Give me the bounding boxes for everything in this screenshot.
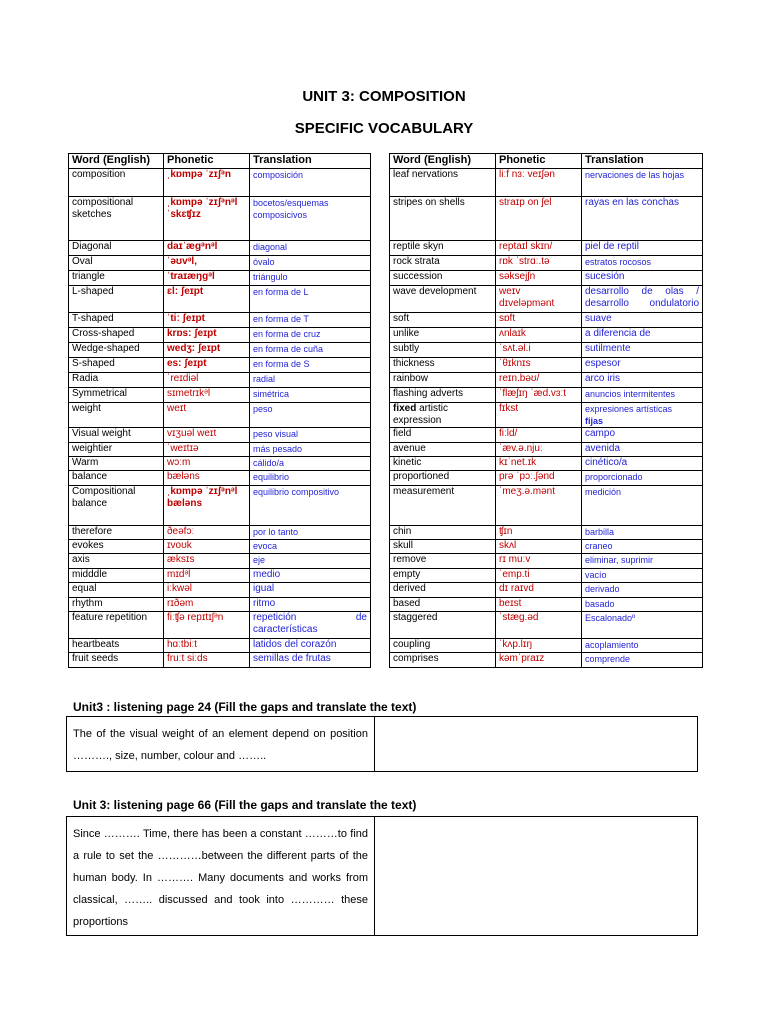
- word-cell: subtly: [390, 343, 496, 358]
- word-cell: Warm: [69, 457, 164, 471]
- table-row: [390, 256, 703, 271]
- table-row: [69, 428, 371, 443]
- phonetic-cell: reptaɪl skɪn/: [496, 241, 582, 256]
- word-cell: stripes on shells: [390, 197, 496, 241]
- table-row: [69, 403, 371, 428]
- word-cell: equal: [69, 583, 164, 598]
- word-cell: reptile skyn: [390, 241, 496, 256]
- phonetic-cell: ˈtraɪæŋɡᵊl: [164, 271, 250, 286]
- phonetic-cell: fɪkst: [496, 403, 582, 428]
- translation-cell: en forma de S: [250, 358, 371, 373]
- translation-cell: cálido/a: [250, 457, 371, 471]
- word-cell: avenue: [390, 443, 496, 457]
- phonetic-cell: ˈstæɡ.əd: [496, 612, 582, 639]
- translation-cell: bocetos/esquemas composicivos: [250, 197, 371, 241]
- table-row: [390, 457, 703, 471]
- table-row: [390, 569, 703, 583]
- phonetic-cell: fiːʧə repɪtɪʃᵊn: [164, 612, 250, 639]
- word-cell: unlike: [390, 328, 496, 343]
- phonetic-cell: ˈθɪknɪs: [496, 358, 582, 373]
- table-row: [390, 443, 703, 457]
- phonetic-cell: ˈkʌp.lɪŋ: [496, 639, 582, 653]
- phonetic-cell: beɪst: [496, 598, 582, 612]
- gap-text-24: The of the visual weight of an element depend on position ………., size, number, colour and ……..: [67, 717, 375, 771]
- translation-cell: en forma de cuña: [250, 343, 371, 358]
- phonetic-cell: ˈəʊvᵊl,: [164, 256, 250, 271]
- phonetic-cell: bæləns: [164, 471, 250, 486]
- word-bold-part: fixed: [393, 403, 417, 414]
- phonetic-cell: wedʒ: ʃeɪpt: [164, 343, 250, 358]
- phonetic-cell: mɪdᵊl: [164, 569, 250, 583]
- header-translation: Translation: [582, 154, 703, 169]
- table-row: [69, 358, 371, 373]
- phonetic-cell: rɪ muːv: [496, 554, 582, 569]
- translation-cell: en forma de cruz: [250, 328, 371, 343]
- phonetic-cell: ɪvoʊk: [164, 540, 250, 554]
- word-cell: Wedge-shaped: [69, 343, 164, 358]
- word-cell: rock strata: [390, 256, 496, 271]
- word-cell: therefore: [69, 526, 164, 540]
- phonetic-cell: ˌkɒmpə ˈzɪʃᵊnᵊl bæləns: [164, 486, 250, 526]
- translation-cell: peso visual: [250, 428, 371, 443]
- phonetic-cell: fruːt siːds: [164, 653, 250, 668]
- phonetic-cell: skʌl: [496, 540, 582, 554]
- word-cell: rainbow: [390, 373, 496, 388]
- translation-cell: espesor: [582, 358, 703, 373]
- table-row: [69, 241, 371, 256]
- table-row: [390, 388, 703, 403]
- translation-cell: equilibrio: [250, 471, 371, 486]
- phonetic-cell: ˈæv.ə.njuː: [496, 443, 582, 457]
- translation-cell: avenida: [582, 443, 703, 457]
- word-cell: balance: [69, 471, 164, 486]
- table-row: [390, 639, 703, 653]
- translation-cell: piel de reptil: [582, 241, 703, 256]
- phonetic-cell: ˈemp.ti: [496, 569, 582, 583]
- table-row: [69, 554, 371, 569]
- translation-cell: en forma de T: [250, 313, 371, 328]
- table-row: [69, 313, 371, 328]
- phonetic-cell: ˌkɒmpə ˈzɪʃᵊn: [164, 169, 250, 197]
- table-row: [390, 526, 703, 540]
- table-row: [69, 583, 371, 598]
- word-cell: Diagonal: [69, 241, 164, 256]
- translation-cell: rayas en las conchas: [582, 197, 703, 241]
- phonetic-cell: fiːld/: [496, 428, 582, 443]
- table-row: [69, 373, 371, 388]
- table-header-row: [69, 154, 371, 169]
- table-row: [390, 328, 703, 343]
- header-word: Word (English): [390, 154, 496, 169]
- word-cell: remove: [390, 554, 496, 569]
- translation-cell: Escalonadoº: [582, 612, 703, 639]
- word-cell: soft: [390, 313, 496, 328]
- word-cell: T-shaped: [69, 313, 164, 328]
- translation-cell: peso: [250, 403, 371, 428]
- translation-cell: estratos rocosos: [582, 256, 703, 271]
- word-cell: thickness: [390, 358, 496, 373]
- word-cell: weight: [69, 403, 164, 428]
- table-row: [69, 569, 371, 583]
- translation-cell: composición: [250, 169, 371, 197]
- table-row: [390, 241, 703, 256]
- phonetic-cell: prə ˈpɔː.ʃənd: [496, 471, 582, 486]
- word-cell: heartbeats: [69, 639, 164, 653]
- phonetic-cell: weɪt: [164, 403, 250, 428]
- translation-cell: por lo tanto: [250, 526, 371, 540]
- translation-cell: en forma de L: [250, 286, 371, 313]
- translation-cell: [582, 403, 703, 428]
- word-cell: S-shaped: [69, 358, 164, 373]
- translation-cell: desarrollo de olas / desarrollo ondulatorio: [582, 286, 703, 313]
- translation-cell: a diferencia de: [582, 328, 703, 343]
- word-rest-part: artistic expression: [393, 403, 449, 426]
- phonetic-cell: weɪv dɪveləpmənt: [496, 286, 582, 313]
- table-row: [390, 286, 703, 313]
- table-row: [390, 428, 703, 443]
- table-row: [69, 612, 371, 639]
- translation-cell: medio: [250, 569, 371, 583]
- table-row: [390, 313, 703, 328]
- translation-cell: más pesado: [250, 443, 371, 457]
- word-cell: Visual weight: [69, 428, 164, 443]
- section-title-listening-24: Unit3 : listening page 24 (Fill the gaps and translate the text): [73, 700, 417, 714]
- phonetic-cell: kəmˈpraɪz: [496, 653, 582, 668]
- table-row: [390, 271, 703, 286]
- table-row: [69, 443, 371, 457]
- table-row: [390, 169, 703, 197]
- table-row: [69, 343, 371, 358]
- word-cell: coupling: [390, 639, 496, 653]
- phonetic-cell: ˈmeʒ.ə.mənt: [496, 486, 582, 526]
- word-cell: L-shaped: [69, 286, 164, 313]
- table-row: [390, 197, 703, 241]
- word-cell: empty: [390, 569, 496, 583]
- word-cell: based: [390, 598, 496, 612]
- phonetic-cell: ˈflæʃɪŋ ˈæd.vɜːt: [496, 388, 582, 403]
- word-cell: fruit seeds: [69, 653, 164, 668]
- table-row: [69, 526, 371, 540]
- table-row: [69, 486, 371, 526]
- table-row: [390, 612, 703, 639]
- table-row: [69, 598, 371, 612]
- word-cell: Compositional balance: [69, 486, 164, 526]
- phonetic-cell: rɒk ˈstrɑː.tə: [496, 256, 582, 271]
- phonetic-cell: səksejʃn: [496, 271, 582, 286]
- table-row: [390, 358, 703, 373]
- table-row: [390, 403, 703, 428]
- phonetic-cell: ʌnlaɪk: [496, 328, 582, 343]
- phonetic-cell: ʧɪn: [496, 526, 582, 540]
- word-cell: flashing adverts: [390, 388, 496, 403]
- translation-area-24[interactable]: [375, 717, 697, 771]
- translation-cell: nervaciones de las hojas: [582, 169, 703, 197]
- phonetic-cell: ˈsʌt.əl.i: [496, 343, 582, 358]
- word-cell: weightier: [69, 443, 164, 457]
- translation-cell: comprende: [582, 653, 703, 668]
- table-row: [69, 471, 371, 486]
- translation-cell: barbilla: [582, 526, 703, 540]
- translation-cell: basado: [582, 598, 703, 612]
- fill-gaps-box-66: [66, 816, 698, 936]
- translation-cell: sucesión: [582, 271, 703, 286]
- phonetic-cell: daɪˈæɡᵊnᵊl: [164, 241, 250, 256]
- word-cell: leaf nervations: [390, 169, 496, 197]
- table-row: [390, 653, 703, 668]
- translation-cell: simétrica: [250, 388, 371, 403]
- phonetic-cell: ˌkɒmpə ˈzɪʃᵊnᵊl ˈskɛʧɪz: [164, 197, 250, 241]
- table-row: [69, 256, 371, 271]
- word-cell: compositional sketches: [69, 197, 164, 241]
- fill-gaps-box-24: [66, 716, 698, 772]
- table-row: [69, 639, 371, 653]
- phonetic-cell: ɛl: ʃeɪpt: [164, 286, 250, 313]
- header-translation: Translation: [250, 154, 371, 169]
- word-cell: derived: [390, 583, 496, 598]
- section-title-listening-66: Unit 3: listening page 66 (Fill the gaps and translate the text): [73, 798, 417, 812]
- translation-cell: ritmo: [250, 598, 371, 612]
- word-cell: proportioned: [390, 471, 496, 486]
- translation-cell: radial: [250, 373, 371, 388]
- translation-cell: evoca: [250, 540, 371, 554]
- phonetic-cell: æksɪs: [164, 554, 250, 569]
- table-header-row: [390, 154, 703, 169]
- word-cell: measurement: [390, 486, 496, 526]
- translation-cell: semillas de frutas: [250, 653, 371, 668]
- translation-cell: igual: [250, 583, 371, 598]
- translation-cell: acoplamiento: [582, 639, 703, 653]
- word-cell: comprises: [390, 653, 496, 668]
- header-word: Word (English): [69, 154, 164, 169]
- translation-cell: anuncios intermitentes: [582, 388, 703, 403]
- phonetic-cell: liːf nɜː veɪʃən: [496, 169, 582, 197]
- table-row: [69, 388, 371, 403]
- table-row: [390, 583, 703, 598]
- word-cell: axis: [69, 554, 164, 569]
- word-cell: staggered: [390, 612, 496, 639]
- translation-cell: proporcionado: [582, 471, 703, 486]
- translation-bold-part: fijas: [585, 416, 604, 426]
- translation-cell: campo: [582, 428, 703, 443]
- word-cell: midddle: [69, 569, 164, 583]
- phonetic-cell: hɑːtbiːt: [164, 639, 250, 653]
- translation-part: expresiones artísticas: [585, 404, 673, 414]
- vocabulary-table-left: [68, 153, 371, 668]
- translation-cell: eje: [250, 554, 371, 569]
- word-cell: evokes: [69, 540, 164, 554]
- phonetic-cell: vɪʒuəl weɪt: [164, 428, 250, 443]
- table-row: [69, 286, 371, 313]
- phonetic-cell: rɪðəm: [164, 598, 250, 612]
- word-cell: Cross-shaped: [69, 328, 164, 343]
- table-row: [390, 343, 703, 358]
- table-row: [390, 471, 703, 486]
- translation-cell: diagonal: [250, 241, 371, 256]
- page-title: UNIT 3: COMPOSITION: [302, 88, 466, 105]
- translation-cell: latidos del corazón: [250, 639, 371, 653]
- translation-area-66[interactable]: [375, 817, 697, 935]
- phonetic-cell: reɪn.bəʊ/: [496, 373, 582, 388]
- translation-cell: cinético/a: [582, 457, 703, 471]
- phonetic-cell: ˈtiː ʃeɪpt: [164, 313, 250, 328]
- table-row: [390, 554, 703, 569]
- table-row: [69, 197, 371, 241]
- header-phonetic: Phonetic: [164, 154, 250, 169]
- phonetic-cell: ˈweɪtɪə: [164, 443, 250, 457]
- translation-cell: repetición de características: [250, 612, 371, 639]
- table-row: [69, 328, 371, 343]
- translation-cell: suave: [582, 313, 703, 328]
- word-cell: [390, 403, 496, 428]
- translation-cell: sutilmente: [582, 343, 703, 358]
- word-cell: rhythm: [69, 598, 164, 612]
- table-row: [390, 373, 703, 388]
- table-row: [69, 540, 371, 554]
- word-cell: succession: [390, 271, 496, 286]
- table-row: [390, 540, 703, 554]
- phonetic-cell: ðeəfɔː: [164, 526, 250, 540]
- table-row: [69, 271, 371, 286]
- phonetic-cell: sɪmetrɪkᵊl: [164, 388, 250, 403]
- phonetic-cell: wɔːm: [164, 457, 250, 471]
- word-cell: Radia: [69, 373, 164, 388]
- translation-cell: craneo: [582, 540, 703, 554]
- phonetic-cell: iːkwəl: [164, 583, 250, 598]
- translation-cell: triángulo: [250, 271, 371, 286]
- word-cell: field: [390, 428, 496, 443]
- word-cell: triangle: [69, 271, 164, 286]
- table-row: [69, 169, 371, 197]
- translation-cell: derivado: [582, 583, 703, 598]
- word-cell: composition: [69, 169, 164, 197]
- phonetic-cell: krɒs: ʃeɪpt: [164, 328, 250, 343]
- gap-text-66: Since ………. Time, there has been a constant ………to find a rule to set the …………between the different parts of the human body. In ………. Many documents and works from classical, …….. discussed and took into ………… these proportions: [67, 817, 375, 935]
- table-row: [390, 486, 703, 526]
- word-cell: feature repetition: [69, 612, 164, 639]
- phonetic-cell: straɪp on ʃel: [496, 197, 582, 241]
- translation-cell: eliminar, suprimir: [582, 554, 703, 569]
- translation-cell: arco iris: [582, 373, 703, 388]
- word-cell: Symmetrical: [69, 388, 164, 403]
- phonetic-cell: sɒft: [496, 313, 582, 328]
- translation-cell: vacío: [582, 569, 703, 583]
- translation-cell: medición: [582, 486, 703, 526]
- word-cell: Oval: [69, 256, 164, 271]
- phonetic-cell: kɪˈnet.ɪk: [496, 457, 582, 471]
- translation-cell: equilibrio compositivo: [250, 486, 371, 526]
- phonetic-cell: ˈreɪdiəl: [164, 373, 250, 388]
- table-row: [69, 653, 371, 668]
- header-phonetic: Phonetic: [496, 154, 582, 169]
- vocabulary-table-right: [389, 153, 703, 668]
- word-cell: skull: [390, 540, 496, 554]
- table-row: [390, 598, 703, 612]
- translation-cell: óvalo: [250, 256, 371, 271]
- phonetic-cell: es: ʃeɪpt: [164, 358, 250, 373]
- word-cell: wave development: [390, 286, 496, 313]
- table-row: [69, 457, 371, 471]
- word-cell: chin: [390, 526, 496, 540]
- page-subtitle: SPECIFIC VOCABULARY: [294, 120, 474, 137]
- phonetic-cell: dɪ raɪvd: [496, 583, 582, 598]
- word-cell: kinetic: [390, 457, 496, 471]
